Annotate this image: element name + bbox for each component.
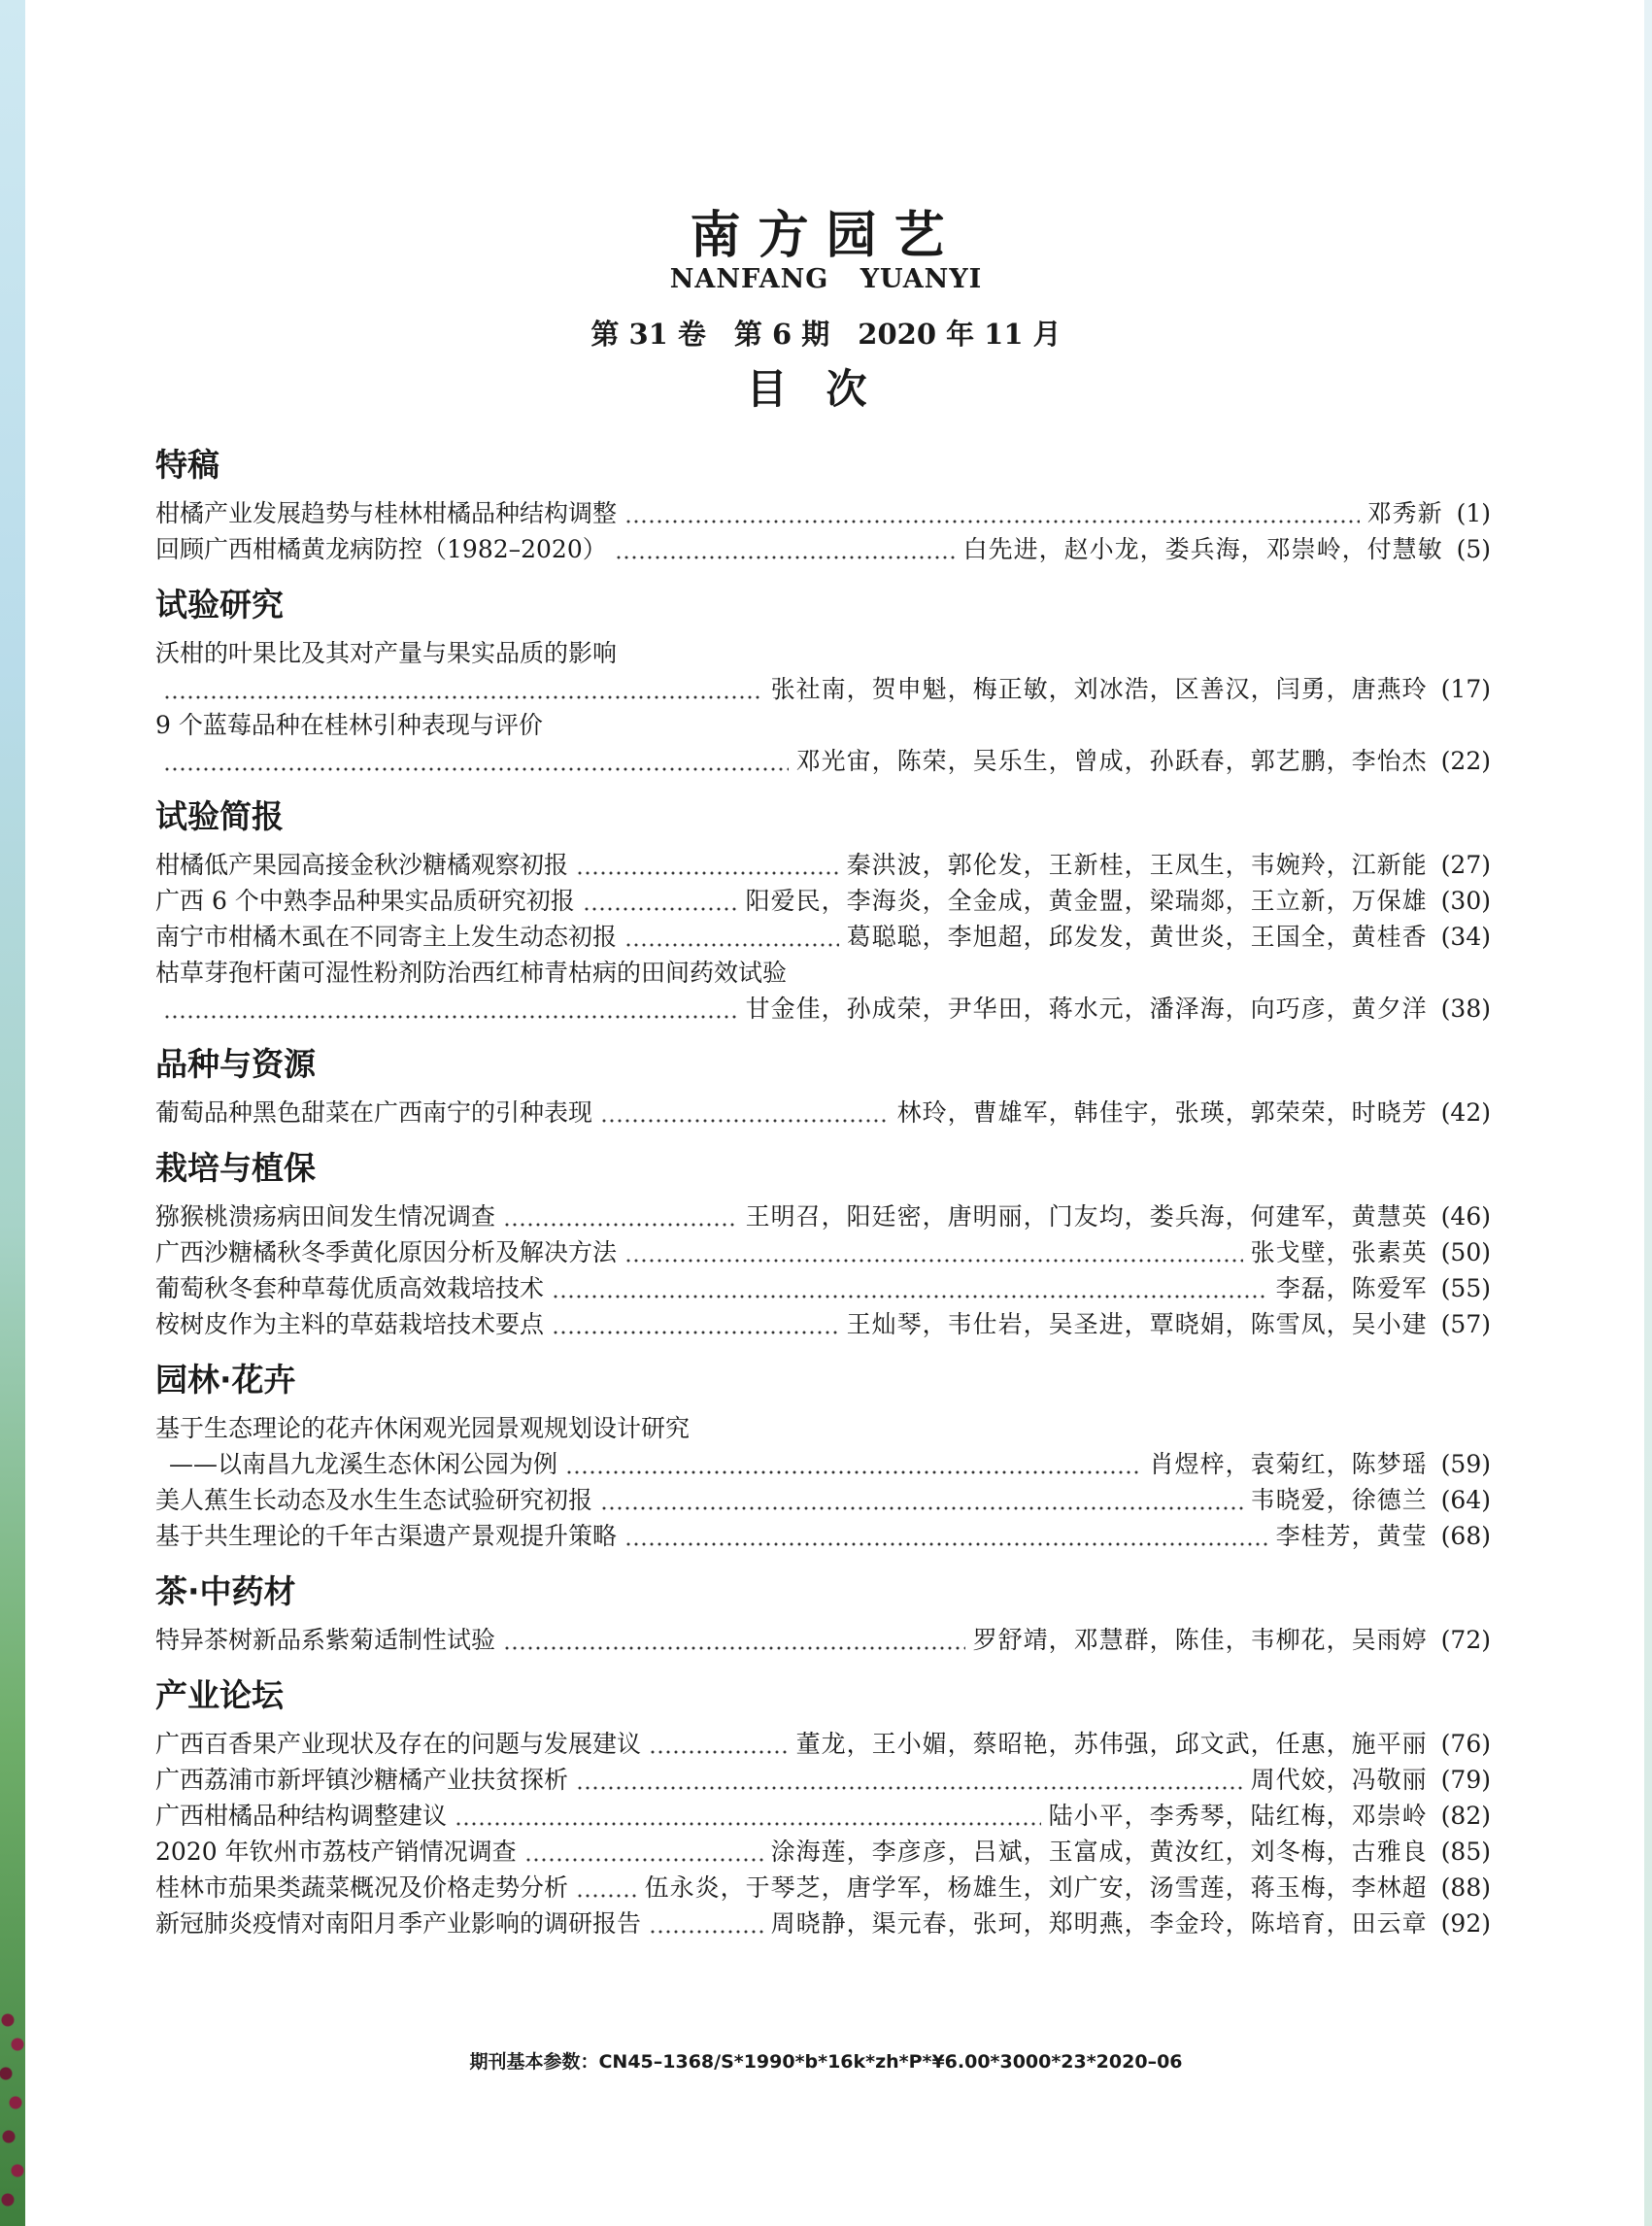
toc-entry[interactable] bbox=[155, 1095, 1491, 1130]
entry-row bbox=[155, 883, 1491, 919]
article-authors: 肖煜梓，袁菊红，陈梦瑶 bbox=[1149, 1450, 1428, 1478]
toc-section bbox=[155, 787, 1491, 1027]
section-title: 产业论坛 bbox=[155, 1676, 284, 1714]
article-authors: 李桂芳，黄莹 bbox=[1275, 1522, 1428, 1550]
leader-dots bbox=[163, 991, 738, 1027]
section-title: 茶·中药材 bbox=[155, 1572, 296, 1610]
journal-parameters: 期刊基本参数：CN45–1368/S*1990*b*16k*zh*P*¥6.00*3000*23*2020–06 bbox=[469, 2051, 1183, 2073]
article-title[interactable]: 新冠肺炎疫情对南阳月季产业影响的调研报告 bbox=[155, 1909, 642, 1938]
leader-dots bbox=[649, 1906, 763, 1941]
toc-entry[interactable] bbox=[155, 1270, 1491, 1306]
section-title: 试验研究 bbox=[155, 586, 284, 624]
article-page: (1) bbox=[1456, 499, 1491, 527]
entry-row bbox=[155, 1622, 1491, 1658]
entry-row bbox=[155, 1482, 1491, 1518]
article-page: (55) bbox=[1440, 1274, 1491, 1302]
toc-entry[interactable] bbox=[155, 707, 1491, 779]
article-authors: 张戈壁，张素英 bbox=[1250, 1238, 1428, 1266]
toc-entry[interactable] bbox=[155, 919, 1491, 955]
toc-entry[interactable] bbox=[155, 1834, 1491, 1870]
leader-dots bbox=[552, 1270, 1268, 1306]
article-title[interactable]: 沃柑的叶果比及其对产量与果实品质的影响 bbox=[155, 639, 618, 667]
article-authors: 秦洪波，郭伦发，王新桂，王凤生，韦婉羚，江新能 bbox=[846, 851, 1428, 879]
toc-title: 目次 bbox=[746, 365, 906, 413]
toc-entry[interactable] bbox=[155, 1762, 1491, 1798]
leader-dots bbox=[565, 1446, 1142, 1482]
article-title[interactable]: 广西沙糖橘秋冬季黄化原因分析及解决方法 bbox=[155, 1238, 618, 1266]
article-page: (79) bbox=[1440, 1766, 1491, 1794]
entry-row bbox=[155, 1834, 1491, 1870]
article-authors: 葛聪聪，李旭超，邱发发，黄世炎，王国全，黄桂香 bbox=[846, 923, 1428, 951]
article-authors: 伍永炎，于琴芝，唐学军，杨雄生，刘广安，汤雪莲，蒋玉梅，李林超 bbox=[644, 1873, 1428, 1902]
table-of-contents bbox=[155, 427, 1491, 1941]
entry-row bbox=[155, 1198, 1491, 1234]
article-title[interactable]: 柑橘低产果园高接金秋沙糖橘观察初报 bbox=[155, 851, 569, 879]
article-title[interactable]: 基于生态理论的花卉休闲观光园景观规划设计研究 bbox=[155, 1414, 691, 1442]
article-title[interactable]: 枯草芽孢杆菌可湿性粉剂防治西红柿青枯病的田间药效试验 bbox=[155, 959, 788, 987]
leader-dots bbox=[503, 1622, 965, 1658]
article-authors: 罗舒靖，邓慧群，陈佳，韦柳花，吴雨婷 bbox=[972, 1626, 1428, 1654]
leader-dots bbox=[615, 531, 956, 567]
leader-dots bbox=[163, 743, 789, 779]
article-title[interactable]: 回顾广西柑橘黄龙病防控（1982–2020） bbox=[155, 535, 607, 563]
article-authors: 李磊，陈爱军 bbox=[1275, 1274, 1428, 1302]
leader-dots bbox=[552, 1306, 839, 1342]
toc-entry[interactable] bbox=[155, 635, 1491, 707]
article-title[interactable]: 9 个蓝莓品种在桂林引种表现与评价 bbox=[155, 711, 543, 739]
section-title: 特稿 bbox=[155, 446, 219, 484]
article-page: (57) bbox=[1440, 1310, 1491, 1338]
leader-dots bbox=[600, 1482, 1243, 1518]
article-page: (92) bbox=[1440, 1909, 1491, 1938]
article-authors: 白先进，赵小龙，娄兵海，邓崇岭，付慧敏 bbox=[962, 535, 1443, 563]
article-title[interactable]: 桂林市茄果类蔬菜概况及价格走势分析 bbox=[155, 1873, 569, 1902]
entry-title-row bbox=[155, 1410, 1491, 1446]
article-authors: 林玲，曹雄军，韩佳宇，张瑛，郭荣荣，时晓芳 bbox=[896, 1098, 1428, 1127]
leader-dots bbox=[583, 883, 738, 919]
article-authors: 邓秀新 bbox=[1366, 499, 1443, 527]
article-title[interactable]: 广西百香果产业现状及存在的问题与发展建议 bbox=[155, 1730, 642, 1758]
article-page: (22) bbox=[1440, 747, 1491, 775]
toc-section bbox=[155, 1034, 1491, 1130]
toc-section bbox=[155, 435, 1491, 567]
leader-dots bbox=[624, 919, 839, 955]
toc-entry[interactable] bbox=[155, 847, 1491, 883]
article-page: (27) bbox=[1440, 851, 1491, 879]
journal-pinyin: NANFANG YUANYI bbox=[669, 264, 983, 294]
entry-row bbox=[155, 1762, 1491, 1798]
leader-dots bbox=[624, 1518, 1268, 1554]
leader-dots bbox=[624, 1234, 1243, 1270]
entry-row bbox=[155, 847, 1491, 883]
article-title[interactable]: 2020 年钦州市荔枝产销情况调查 bbox=[155, 1838, 517, 1866]
article-title[interactable]: 美人蕉生长动态及水生生态试验研究初报 bbox=[155, 1486, 593, 1514]
article-subtitle: ——以南昌九龙溪生态休闲公园为例 bbox=[169, 1450, 558, 1478]
article-page: (85) bbox=[1440, 1838, 1491, 1866]
article-page: (5) bbox=[1456, 535, 1491, 563]
toc-section bbox=[155, 1666, 1491, 1941]
entry-row bbox=[155, 1306, 1491, 1342]
toc-entry[interactable] bbox=[155, 955, 1491, 1027]
entry-author-row bbox=[155, 991, 1491, 1027]
article-authors: 阳爱民，李海炎，全金成，黄金盟，梁瑞郯，王立新，万保雄 bbox=[745, 887, 1428, 915]
toc-entry[interactable] bbox=[155, 1482, 1491, 1518]
leader-dots bbox=[576, 847, 839, 883]
toc-entry[interactable] bbox=[155, 883, 1491, 919]
entry-title-row bbox=[155, 955, 1491, 991]
entry-row bbox=[155, 1726, 1491, 1762]
article-title[interactable]: 广西 6 个中熟李品种果实品质研究初报 bbox=[155, 887, 575, 915]
toc-entry[interactable] bbox=[155, 1410, 1491, 1482]
entry-row bbox=[155, 1518, 1491, 1554]
article-page: (42) bbox=[1440, 1098, 1491, 1127]
article-page: (82) bbox=[1440, 1802, 1491, 1830]
entry-row bbox=[155, 1906, 1491, 1941]
article-title[interactable]: 基于共生理论的千年古渠遗产景观提升策略 bbox=[155, 1522, 618, 1550]
toc-entry[interactable] bbox=[155, 1306, 1491, 1342]
toc-entry[interactable] bbox=[155, 1622, 1491, 1658]
section-title: 品种与资源 bbox=[155, 1045, 316, 1083]
toc-entry[interactable] bbox=[155, 1234, 1491, 1270]
article-authors: 陆小平，李秀琴，陆红梅，邓崇岭 bbox=[1048, 1802, 1428, 1830]
entry-row bbox=[155, 495, 1491, 531]
article-page: (76) bbox=[1440, 1730, 1491, 1758]
article-title[interactable]: 特异茶树新品系紫菊适制性试验 bbox=[155, 1626, 496, 1654]
article-authors: 董龙，王小媚，蔡昭艳，苏伟强，邱文武，任惠，施平丽 bbox=[795, 1730, 1428, 1758]
toc-entry[interactable] bbox=[155, 1798, 1491, 1834]
article-page: (88) bbox=[1440, 1873, 1491, 1902]
toc-section bbox=[155, 575, 1491, 779]
leader-dots bbox=[163, 671, 763, 707]
toc-entry[interactable] bbox=[155, 1906, 1491, 1941]
article-title[interactable]: 猕猴桃溃疡病田间发生情况调查 bbox=[155, 1202, 496, 1231]
entry-author-row bbox=[155, 671, 1491, 707]
article-page: (17) bbox=[1440, 675, 1491, 703]
article-page: (30) bbox=[1440, 887, 1491, 915]
leader-dots bbox=[503, 1198, 738, 1234]
toc-entry[interactable] bbox=[155, 1726, 1491, 1762]
article-authors: 王灿琴，韦仕岩，吴圣进，覃晓娟，陈雪凤，吴小建 bbox=[846, 1310, 1428, 1338]
leader-dots bbox=[576, 1762, 1243, 1798]
toc-section bbox=[155, 1350, 1491, 1554]
entry-row bbox=[155, 1095, 1491, 1130]
article-page: (72) bbox=[1440, 1626, 1491, 1654]
entry-author-row bbox=[155, 743, 1491, 779]
leader-dots bbox=[600, 1095, 890, 1130]
article-title[interactable]: 广西柑橘品种结构调整建议 bbox=[155, 1802, 448, 1830]
article-authors: 张社南，贺申魁，梅正敏，刘冰浩，区善汉，闫勇，唐燕玲 bbox=[770, 675, 1428, 703]
article-title[interactable]: 南宁市柑橘木虱在不同寄主上发生动态初报 bbox=[155, 923, 618, 951]
issue-line: 第 31 卷 第 6 期 2020 年 11 月 bbox=[590, 318, 1062, 351]
article-authors: 韦晓爱，徐德兰 bbox=[1250, 1486, 1428, 1514]
toc-section bbox=[155, 1138, 1491, 1342]
article-authors: 周晓静，渠元春，张珂，郑明燕，李金玲，陈培育，田云章 bbox=[770, 1909, 1428, 1938]
section-title: 栽培与植保 bbox=[155, 1149, 316, 1187]
entry-subtitle-row bbox=[155, 1446, 1491, 1482]
toc-entry[interactable] bbox=[155, 531, 1491, 567]
entry-row bbox=[155, 1234, 1491, 1270]
article-title[interactable]: 桉树皮作为主料的草菇栽培技术要点 bbox=[155, 1310, 545, 1338]
section-title: 试验简报 bbox=[155, 797, 284, 835]
entry-row bbox=[155, 1798, 1491, 1834]
article-authors: 邓光宙，陈荣，吴乐生，曾成，孙跃春，郭艺鹏，李怡杰 bbox=[795, 747, 1428, 775]
article-title[interactable]: 柑橘产业发展趋势与桂林柑橘品种结构调整 bbox=[155, 499, 618, 527]
article-title[interactable]: 葡萄秋冬套种草莓优质高效栽培技术 bbox=[155, 1274, 545, 1302]
article-page: (59) bbox=[1440, 1450, 1491, 1478]
article-page: (68) bbox=[1440, 1522, 1491, 1550]
article-page: (50) bbox=[1440, 1238, 1491, 1266]
toc-entry[interactable] bbox=[155, 1198, 1491, 1234]
leader-dots bbox=[624, 495, 1360, 531]
article-page: (46) bbox=[1440, 1202, 1491, 1231]
leader-dots bbox=[455, 1798, 1041, 1834]
article-authors: 甘金佳，孙成荣，尹华田，蒋水元，潘泽海，向巧彦，黄夕洋 bbox=[745, 995, 1428, 1023]
section-title: 园林·花卉 bbox=[155, 1361, 296, 1399]
entry-row bbox=[155, 919, 1491, 955]
article-title[interactable]: 葡萄品种黑色甜菜在广西南宁的引种表现 bbox=[155, 1098, 593, 1127]
toc-section bbox=[155, 1562, 1491, 1658]
toc-entry[interactable] bbox=[155, 495, 1491, 531]
article-page: (64) bbox=[1440, 1486, 1491, 1514]
leader-dots bbox=[524, 1834, 763, 1870]
toc-entry[interactable] bbox=[155, 1518, 1491, 1554]
entry-title-row bbox=[155, 635, 1491, 671]
leader-dots bbox=[576, 1870, 637, 1906]
journal-title: 南方园艺 bbox=[690, 206, 962, 265]
toc-entry[interactable] bbox=[155, 1870, 1491, 1906]
entry-title-row bbox=[155, 707, 1491, 743]
entry-row bbox=[155, 1870, 1491, 1906]
entry-row bbox=[155, 531, 1491, 567]
leader-dots bbox=[649, 1726, 789, 1762]
article-authors: 涂海莲，李彦彦，吕斌，玉富成，黄汝红，刘冬梅，古雅良 bbox=[770, 1838, 1428, 1866]
article-authors: 王明召，阳廷密，唐明丽，门友均，娄兵海，何建军，黄慧英 bbox=[745, 1202, 1428, 1231]
berry-decoration bbox=[0, 2001, 25, 2226]
article-page: (34) bbox=[1440, 923, 1491, 951]
article-authors: 周代姣，冯敬丽 bbox=[1250, 1766, 1428, 1794]
article-page: (38) bbox=[1440, 995, 1491, 1023]
entry-row bbox=[155, 1270, 1491, 1306]
article-title[interactable]: 广西荔浦市新坪镇沙糖橘产业扶贫探析 bbox=[155, 1766, 569, 1794]
